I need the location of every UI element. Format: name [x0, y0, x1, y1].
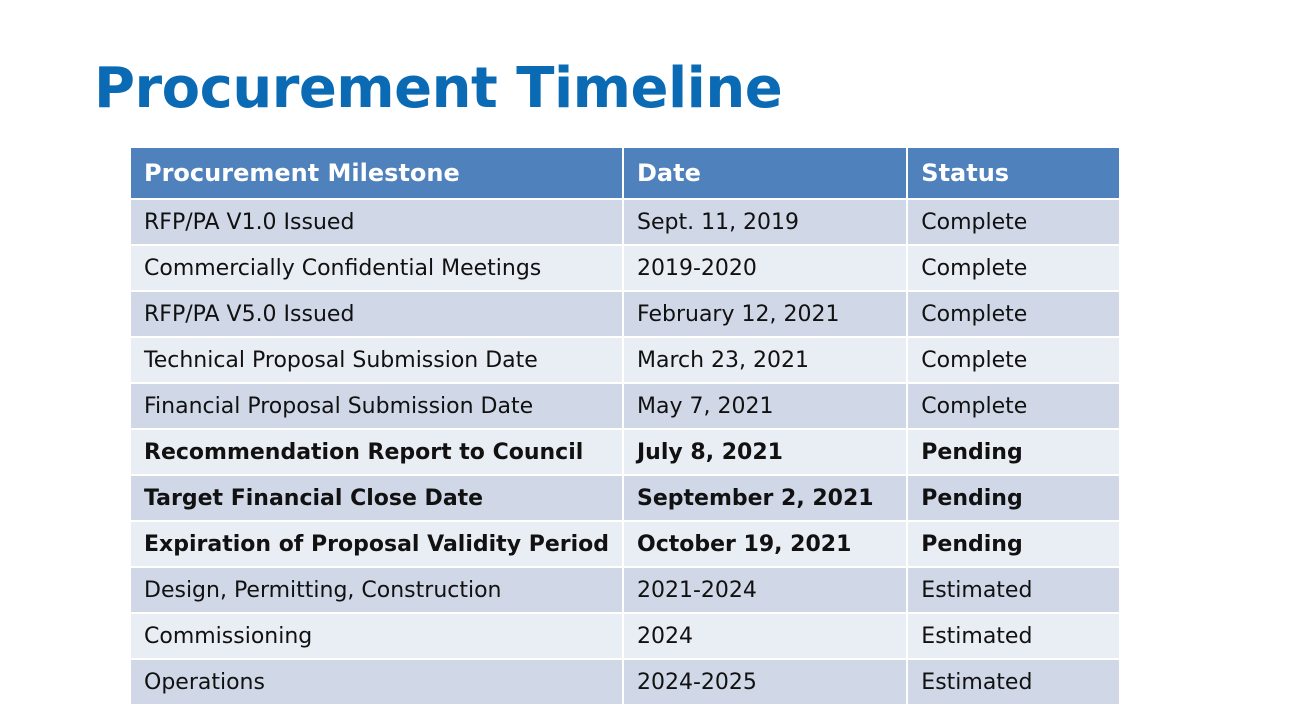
date-cell: 2024-2025 [624, 660, 906, 704]
table-row [131, 384, 1119, 428]
date-cell: 2021-2024 [624, 568, 906, 612]
date-cell: February 12, 2021 [624, 292, 906, 336]
table-body [131, 200, 1119, 704]
column-header-date: Date [624, 148, 906, 198]
milestone-cell: Commissioning [131, 614, 622, 658]
table-row [131, 476, 1119, 520]
date-cell: October 19, 2021 [624, 522, 906, 566]
date-cell: 2024 [624, 614, 906, 658]
status-cell: Complete [908, 384, 1119, 428]
status-cell: Pending [908, 522, 1119, 566]
status-cell: Complete [908, 338, 1119, 382]
milestone-cell: Operations [131, 660, 622, 704]
milestone-cell: Target Financial Close Date [131, 476, 622, 520]
milestone-cell: RFP/PA V5.0 Issued [131, 292, 622, 336]
table-row [131, 200, 1119, 244]
status-cell: Complete [908, 292, 1119, 336]
table-row [131, 522, 1119, 566]
status-cell: Complete [908, 200, 1119, 244]
milestone-cell: Recommendation Report to Council [131, 430, 622, 474]
table-header-row [131, 148, 1119, 198]
date-cell: May 7, 2021 [624, 384, 906, 428]
slide-title: Procurement Timeline [94, 56, 783, 121]
status-cell: Estimated [908, 568, 1119, 612]
column-header-milestone: Procurement Milestone [131, 148, 622, 198]
date-cell: 2019-2020 [624, 246, 906, 290]
table-row [131, 660, 1119, 704]
column-header-status: Status [908, 148, 1119, 198]
date-cell: July 8, 2021 [624, 430, 906, 474]
table-row [131, 568, 1119, 612]
table-row [131, 338, 1119, 382]
milestone-cell: Technical Proposal Submission Date [131, 338, 622, 382]
table-row [131, 246, 1119, 290]
date-cell: September 2, 2021 [624, 476, 906, 520]
table-row [131, 430, 1119, 474]
milestone-cell: Design, Permitting, Construction [131, 568, 622, 612]
date-cell: Sept. 11, 2019 [624, 200, 906, 244]
milestone-cell: Expiration of Proposal Validity Period [131, 522, 622, 566]
status-cell: Estimated [908, 660, 1119, 704]
status-cell: Pending [908, 430, 1119, 474]
milestone-cell: RFP/PA V1.0 Issued [131, 200, 622, 244]
status-cell: Complete [908, 246, 1119, 290]
milestone-cell: Financial Proposal Submission Date [131, 384, 622, 428]
table-row [131, 292, 1119, 336]
procurement-timeline-table [129, 146, 1121, 706]
status-cell: Pending [908, 476, 1119, 520]
table-row [131, 614, 1119, 658]
milestone-cell: Commercially Confidential Meetings [131, 246, 622, 290]
status-cell: Estimated [908, 614, 1119, 658]
date-cell: March 23, 2021 [624, 338, 906, 382]
